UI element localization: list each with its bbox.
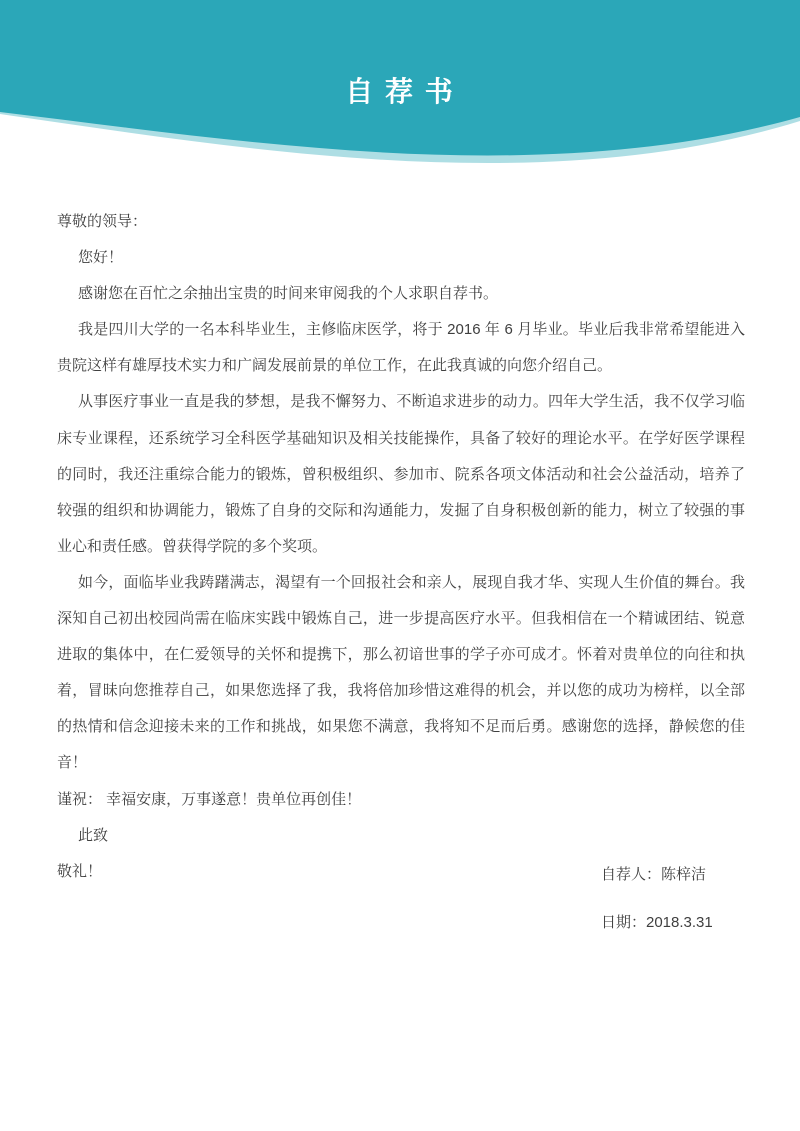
experience-paragraph: 从事医疗事业一直是我的梦想，是我不懈努力、不断追求进步的动力。四年大学生活，我不仅学习临床专业课程，还系统学习全科医学基础知识及相关技能操作，具备了较好的理论水平。在学好医学课程的同时，我还注重综合能力的锻炼，曾积极组织、参加市、院系各项文体活动和社会公益活动，培养了较强的组织和协调能力，锻炼了自身的交际和沟通能力，发掘了自身积极创新的能力，树立了较强的事业心和责任感。曾获得学院的多个奖项。 [57,393,745,555]
aspiration-paragraph: 如今，面临毕业我踌躇满志，渴望有一个回报社会和亲人，展现自我才华、实现人生价值的舞台。我深知自己初出校园尚需在临床实践中锻炼自己，进一步提高医疗水平。但我相信在一个精诚团结、锐意进取的集体中，在仁爱领导的关怀和提携下，那么初谙世事的学子亦可成才。怀着对贵单位的向往和执着，冒昧向您推荐自己，如果您选择了我，我将倍加珍惜这难得的机会，并以您的成功为榜样，以全部的热情和信念迎接未来的工作和挑战，如果您不满意，我将知不足而后勇。感谢您的选择，静候您的佳音！ [57,573,745,772]
cizhi-line: 此致 [78,826,109,844]
introduction-paragraph: 我是四川大学的一名本科毕业生，主修临床医学，将于 2016 年 6 月毕业。毕业后我非常希望能进入贵院这样有雄厚技术实力和广阔发展前景的单位工作，在此我真诚的向您介绍自己。 [57,321,745,375]
signature-block [601,865,713,933]
wishes-line: 谨祝： 幸福安康，万事遂意！贵单位再创佳！ [57,790,362,808]
greeting-line: 您好！ [78,249,124,267]
thanks-paragraph: 感谢您在百忙之余抽出宝贵的时间来审阅我的个人求职自荐书。 [78,285,499,303]
letter-body [57,204,745,890]
date-line: 日期：2018.3.31 [601,914,713,931]
signer-line: 自荐人：陈梓洁 [601,866,707,883]
page-title: 自 荐 书 [345,76,455,107]
salutation-line: 尊敬的领导： [57,213,148,230]
jingli-line: 敬礼！ [57,862,103,880]
